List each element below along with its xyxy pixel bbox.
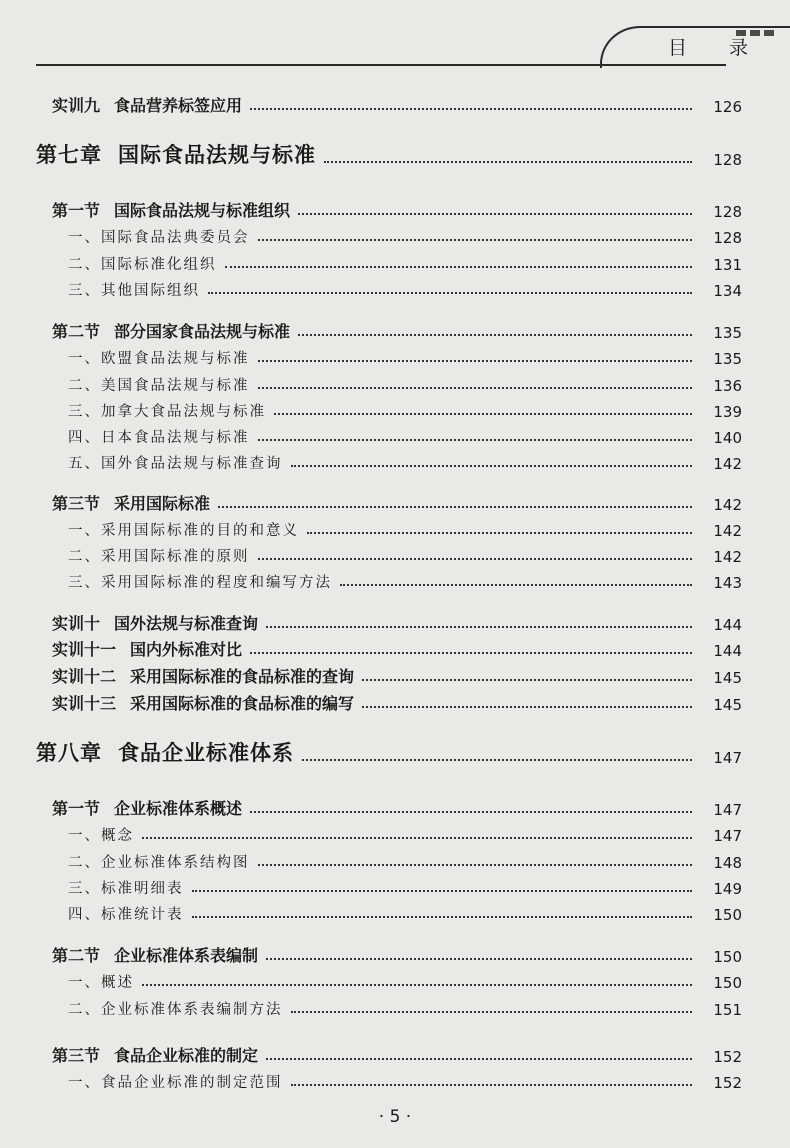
toc-entry [0,819,742,845]
toc-entry-title: 标准明细表 [101,881,184,897]
toc-entry-label [52,611,258,634]
toc-entry [0,966,742,992]
toc-entry-label [68,971,134,992]
toc-entry-label [52,664,354,687]
toc-entry-title: 加拿大食品法规与标准 [101,404,266,420]
toc-entry-page: 126 [713,98,742,116]
toc-entry-number: 实训十 [52,614,101,633]
toc-entry [0,342,742,368]
toc-leader-dots [324,161,692,163]
toc-entry-title: 企业标准体系概述 [114,799,243,818]
toc-entry [0,688,742,714]
toc-entry-label [52,943,258,966]
toc-entry-title: 概述 [101,975,134,991]
toc-entry [0,447,742,473]
toc-entry-page: 144 [713,642,742,660]
toc-entry-title: 国外食品法规与标准查询 [101,456,283,472]
toc-entry-label [68,824,134,845]
toc-entry-title: 采用国际标准的目的和意义 [101,523,299,539]
toc-entry [0,1040,742,1066]
toc-entry [0,488,742,514]
toc-entry-title: 采用国际标准的食品标准的查询 [130,667,355,686]
toc-leader-dots [142,984,692,986]
running-header-title: 目 录 [668,37,767,59]
toc-entry-number: 一、 [68,828,101,844]
toc-entry [0,316,742,342]
toc-entry-title: 美国食品法规与标准 [101,378,250,394]
toc-entry [0,898,742,924]
toc-entry-page: 143 [713,574,742,592]
toc-entry-page: 139 [713,403,742,421]
toc-entry [0,90,742,116]
toc-entry-number: 实训十三 [52,694,117,713]
toc-entry-label [36,139,316,169]
toc-entry-label [68,571,332,592]
toc-entry-page: 134 [713,282,742,300]
toc-entry-number: 实训十一 [52,640,117,659]
toc-entry-title: 食品企业标准的制定 [114,1046,259,1065]
toc-leader-dots [258,439,693,441]
toc-entry-label [52,1043,258,1066]
toc-entry-title: 标准统计表 [101,907,184,923]
toc-entry [0,608,742,634]
toc-entry-title: 国内外标准对比 [130,640,243,659]
toc-entry-title: 概念 [101,828,134,844]
toc-entry-page: 148 [713,854,742,872]
toc-leader-dots [142,837,692,839]
toc-leader-dots [362,679,692,681]
toc-entry-title: 国际食品法规与标准组织 [114,201,291,220]
toc-entry-label [68,347,250,368]
toc-entry-page: 144 [713,616,742,634]
toc-entry-number: 四、 [68,430,101,446]
toc-entry-label [68,426,250,447]
toc-entry [0,514,742,540]
toc-leader-dots [258,387,693,389]
toc-entry-label [68,851,250,872]
toc-entry [0,634,742,660]
toc-entry-page: 150 [713,948,742,966]
toc-leader-dots [208,292,692,294]
toc-entry-page: 149 [713,880,742,898]
toc-entry-number: 实训十二 [52,667,117,686]
toc-entry-page: 128 [713,151,742,169]
toc-entry-page: 135 [713,324,742,342]
toc-entry [0,940,742,966]
toc-entry-number: 二、 [68,549,101,565]
toc-entry [0,741,742,767]
toc-entry [0,872,742,898]
toc-entry-number: 三、 [68,881,101,897]
toc-entry-title: 采用国际标准的食品标准的编写 [130,694,355,713]
toc-entry-page: 142 [713,455,742,473]
toc-entry-number: 二、 [68,1002,101,1018]
toc-leader-dots [291,1011,693,1013]
toc-entry-label [68,253,217,274]
toc-entry [0,248,742,274]
toc-entry-label [68,998,283,1019]
toc-entry-label [52,691,354,714]
toc-leader-dots [266,626,692,628]
toc-entry-number: 一、 [68,230,101,246]
page-number: · 5 · [378,1107,412,1127]
toc-entry-page: 147 [713,801,742,819]
toc-entry [0,661,742,687]
toc-entry-number: 三、 [68,283,101,299]
toc-leader-dots [266,958,692,960]
toc-entry-number: 一、 [68,351,101,367]
toc-entry-page: 150 [713,906,742,924]
toc-entry-title: 采用国际标准的原则 [101,549,250,565]
toc-leader-dots [307,532,692,534]
toc-entry-title: 采用国际标准 [114,494,211,513]
toc-entry-label [68,226,250,247]
toc-entry-page: 145 [713,696,742,714]
toc-entry-number: 第三节 [52,494,101,513]
toc-entry-number: 第二节 [52,946,101,965]
toc-entry [0,195,742,221]
toc-entry-page: 131 [713,256,742,274]
toc-entry-label [68,1071,283,1092]
toc-entry-number: 二、 [68,855,101,871]
toc-entry [0,221,742,247]
toc-entry-title: 国外法规与标准查询 [114,614,259,633]
toc-leader-dots [250,652,692,654]
toc-entry-title: 企业标准体系表编制方法 [101,1002,283,1018]
toc-entry-page: 147 [713,827,742,845]
toc-entry [0,846,742,872]
toc-entry-number: 一、 [68,975,101,991]
toc-entry-title: 部分国家食品法规与标准 [114,322,291,341]
toc-entry-page: 136 [713,377,742,395]
toc-entry [0,540,742,566]
toc-leader-dots [250,811,692,813]
toc-entry-page: 135 [713,350,742,368]
toc-entry-label [36,737,294,767]
toc-entry-title: 欧盟食品法规与标准 [101,351,250,367]
toc-entry [0,1066,742,1092]
toc-entry-number: 四、 [68,907,101,923]
toc-entry-title: 食品企业标准体系 [118,740,294,765]
toc-entry-title: 国际食品法典委员会 [101,230,250,246]
toc-entry-page: 142 [713,496,742,514]
toc-leader-dots [302,759,692,761]
toc-leader-dots [298,213,692,215]
toc-entry-title: 日本食品法规与标准 [101,430,250,446]
toc-entry-page: 128 [713,203,742,221]
toc-entry-label [68,374,250,395]
toc-leader-dots [362,706,692,708]
toc-entry-number: 第三节 [52,1046,101,1065]
toc-entry-title: 国际食品法规与标准 [118,142,316,167]
toc-leader-dots [274,413,692,415]
toc-entry-page: 152 [713,1074,742,1092]
toc-entry-number: 第八章 [36,740,102,765]
toc-entry-label [68,545,250,566]
toc-leader-dots [258,864,693,866]
toc-entry-title: 其他国际组织 [101,283,200,299]
toc-leader-dots [192,916,693,918]
toc-entry-label [68,400,266,421]
toc-entry [0,143,742,169]
toc-entry-label [68,279,200,300]
toc-leader-dots [250,108,692,110]
toc-leader-dots [266,1058,692,1060]
header-rule [36,64,726,66]
toc-entry-number: 三、 [68,575,101,591]
toc-entry-label [68,877,184,898]
toc-entry-title: 国际标准化组织 [101,257,217,273]
toc-entry-number: 第一节 [52,201,101,220]
toc-entry [0,369,742,395]
toc-entry [0,421,742,447]
toc-entry-number: 第一节 [52,799,101,818]
toc-leader-dots [258,239,693,241]
toc-entry-label [52,319,290,342]
toc-leader-dots [218,506,692,508]
toc-entry-title: 企业标准体系表编制 [114,946,259,965]
toc-leader-dots [225,266,693,268]
toc-entry-title: 企业标准体系结构图 [101,855,250,871]
toc-entry-number: 二、 [68,378,101,394]
toc-entry-number: 第七章 [36,142,102,167]
toc-leader-dots [298,334,692,336]
toc-entry-number: 实训九 [52,96,101,115]
toc-leader-dots [340,584,692,586]
toc-entry-number: 三、 [68,404,101,420]
toc-entry-page: 142 [713,522,742,540]
toc-leader-dots [258,558,693,560]
toc-entry-number: 五、 [68,456,101,472]
toc-leader-dots [291,465,693,467]
toc-entry-label [52,93,242,116]
toc-entry [0,993,742,1019]
toc-entry-page: 145 [713,669,742,687]
toc-entry-page: 128 [713,229,742,247]
toc-entry-label [68,452,283,473]
toc-entry-label [68,519,299,540]
toc-entry-label [52,198,290,221]
toc-entry-title: 采用国际标准的程度和编写方法 [101,575,332,591]
toc-entry-label [68,903,184,924]
toc-entry-page: 152 [713,1048,742,1066]
toc-entry-title: 食品企业标准的制定范围 [101,1075,283,1091]
toc-leader-dots [192,890,693,892]
toc-entry-page: 147 [713,749,742,767]
toc-entry-title: 食品营养标签应用 [114,96,243,115]
toc-leader-dots [258,360,693,362]
toc-entry-number: 第二节 [52,322,101,341]
toc-entry [0,566,742,592]
toc-entry-page: 140 [713,429,742,447]
toc-entry-label [52,637,242,660]
toc-entry-page: 142 [713,548,742,566]
toc-entry [0,395,742,421]
toc-leader-dots [291,1084,693,1086]
toc-entry-label [52,796,242,819]
toc-entry-page: 151 [713,1001,742,1019]
toc-entry-number: 一、 [68,1075,101,1091]
toc-entry [0,274,742,300]
toc-entry [0,793,742,819]
toc-entry-number: 二、 [68,257,101,273]
toc-entry-label [52,491,210,514]
toc-entry-page: 150 [713,974,742,992]
toc-entry-number: 一、 [68,523,101,539]
